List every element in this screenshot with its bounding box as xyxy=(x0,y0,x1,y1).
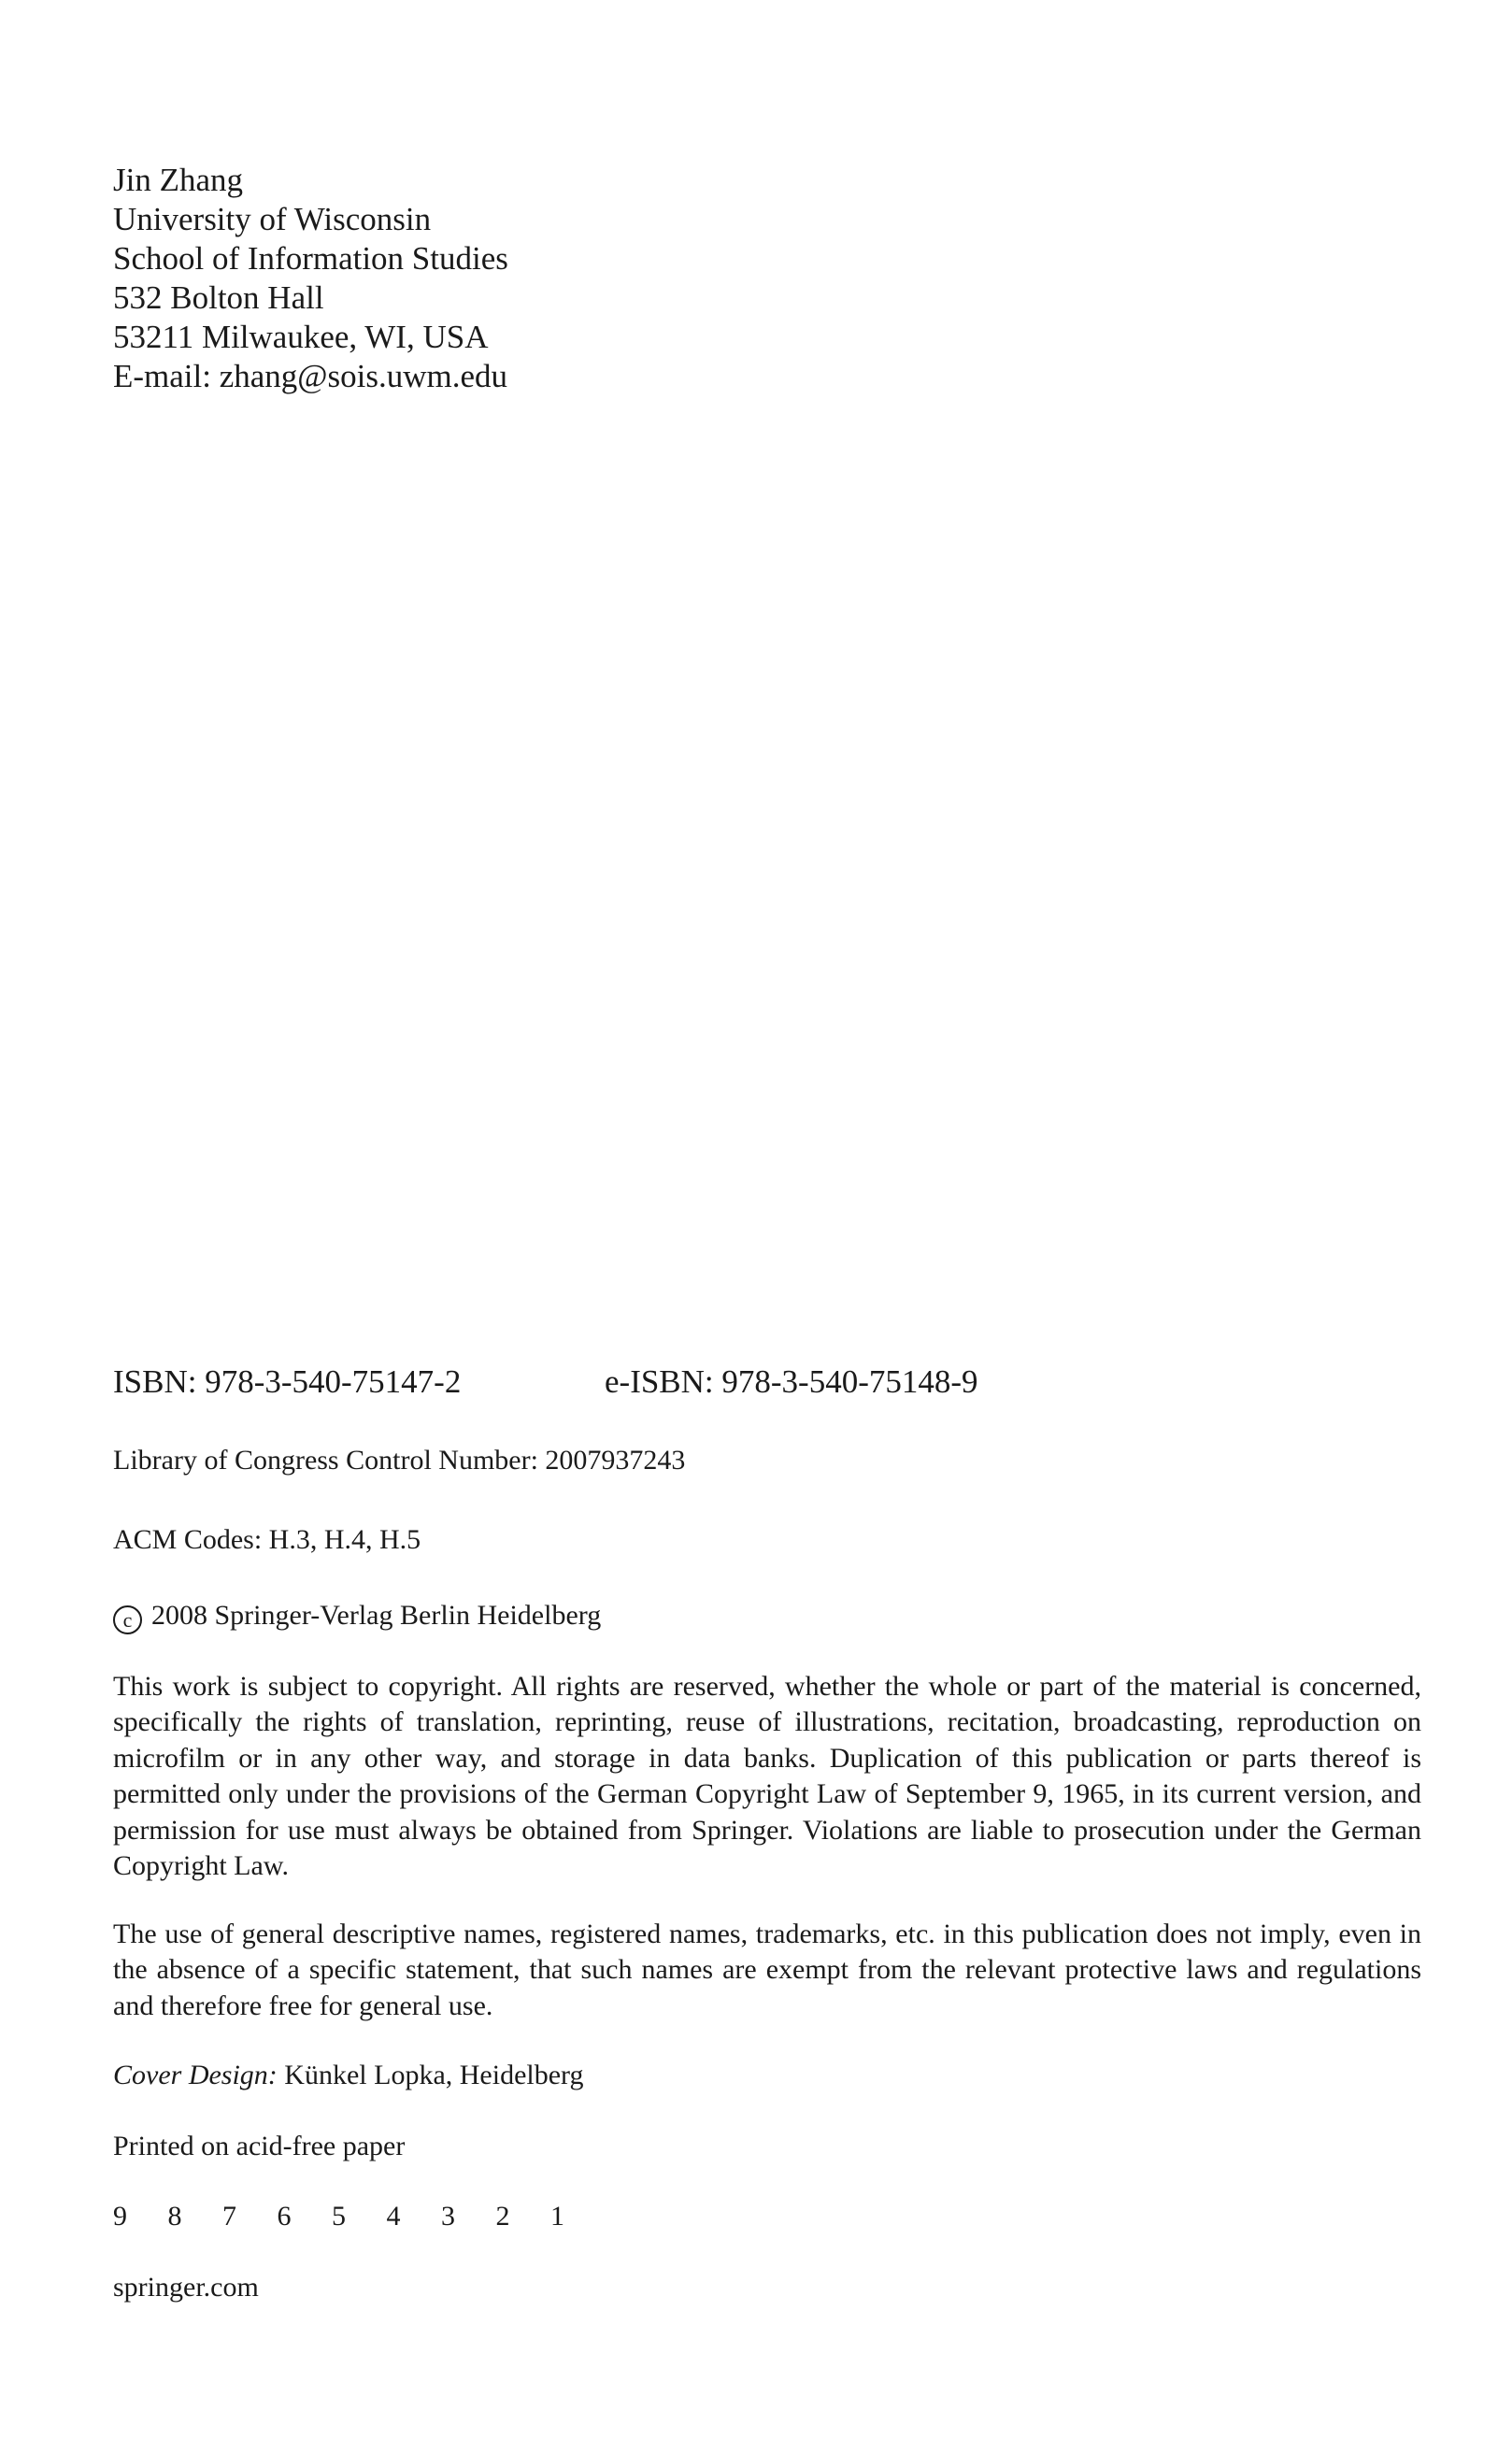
lccn-line: Library of Congress Control Number: 2007937243 xyxy=(113,1445,686,1476)
copyright-text: 2008 Springer-Verlag Berlin Heidelberg xyxy=(151,1600,602,1631)
isbn-electronic: e-ISBN: 978-3-540-75148-9 xyxy=(605,1363,978,1400)
publisher-website: springer.com xyxy=(113,2272,259,2303)
author-name: Jin Zhang xyxy=(113,162,244,198)
copyright-line xyxy=(113,1598,601,1634)
cover-design-value: Künkel Lopka, Heidelberg xyxy=(284,2060,584,2090)
isbn-print: ISBN: 978-3-540-75147-2 xyxy=(113,1363,462,1400)
author-building: 532 Bolton Hall xyxy=(113,279,324,316)
author-email: E-mail: zhang@sois.uwm.edu xyxy=(113,358,508,394)
print-run-line: 9 8 7 6 5 4 3 2 1 xyxy=(113,2201,581,2232)
author-department: School of Information Studies xyxy=(113,240,508,277)
acm-codes-line: ACM Codes: H.3, H.4, H.5 xyxy=(113,1524,421,1555)
paper-note: Printed on acid-free paper xyxy=(113,2131,406,2161)
copyright-symbol-icon: c xyxy=(113,1605,142,1634)
cover-design-label: Cover Design: xyxy=(113,2060,278,2090)
isbn-line xyxy=(113,1362,978,1402)
trademark-notice-paragraph: The use of general descriptive names, registered names, trademarks, etc. in this publication does not imply, even in the absence of a specific statement, that such names are exempt from the relevant protective laws and regulations and therefore free for general use. xyxy=(113,1918,1421,2021)
author-institution: University of Wisconsin xyxy=(113,201,432,237)
copyright-notice-paragraph: This work is subject to copyright. All rights are reserved, whether the whole or part of the material is concerned, specifically the rights of translation, reprinting, reuse of illustrations, recitation, broadcasting, reproduction on microfilm or in any other way, and storage in data banks. Duplication of this publication or parts thereof is permitted only under the provisions of the German Copyright Law of September 9, 1965, in its current version, and permission for use must always be obtained from Springer. Violations are liable to prosecution under the German Copyright Law. xyxy=(113,1671,1421,1882)
cover-design-line xyxy=(113,2058,583,2093)
author-address-block xyxy=(113,161,508,396)
author-city: 53211 Milwaukee, WI, USA xyxy=(113,319,489,355)
